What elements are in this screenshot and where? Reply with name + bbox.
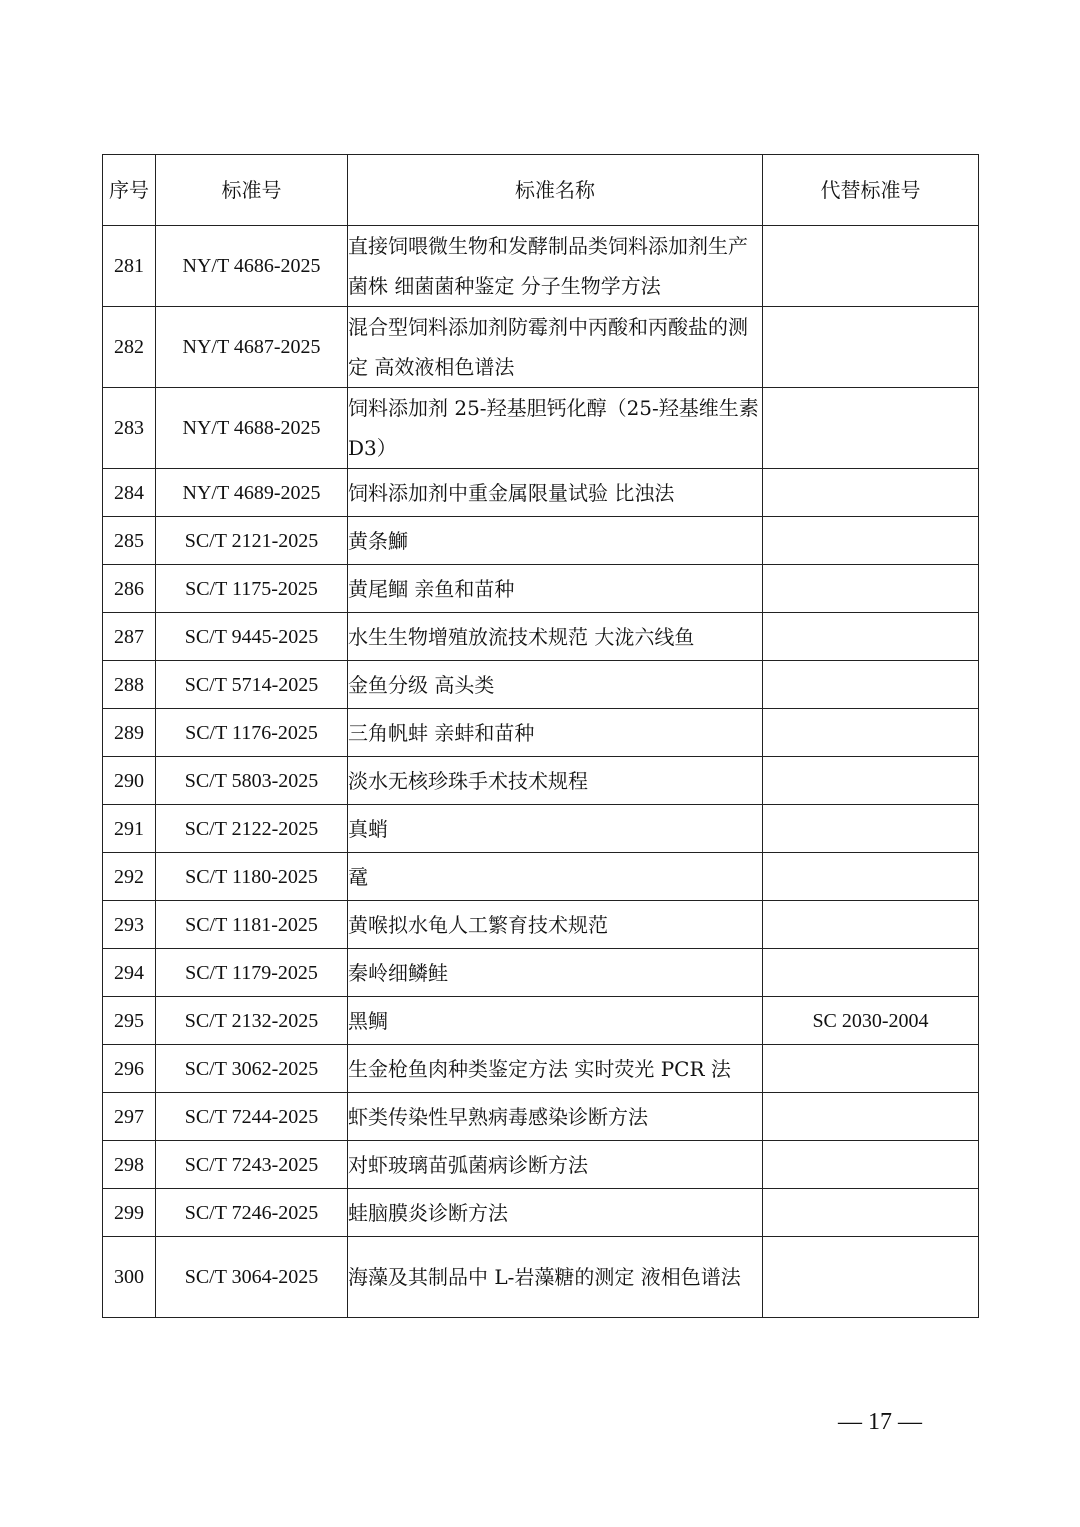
row-name: 海藻及其制品中 L-岩藻糖的测定 液相色谱法 [348,1237,763,1318]
row-seq: 300 [103,1237,156,1318]
row-replaces [763,226,979,307]
table-row [103,1045,979,1093]
row-seq: 290 [103,757,156,805]
row-replaces [763,949,979,997]
table-row [103,1093,979,1141]
row-replaces [763,805,979,853]
row-replaces [763,469,979,517]
row-seq: 281 [103,226,156,307]
row-replaces [763,1237,979,1318]
row-seq: 283 [103,388,156,469]
row-code: NY/T 4688-2025 [156,388,348,469]
header-name: 标准名称 [348,155,763,226]
row-name: 黄条鰤 [348,517,763,565]
row-code: NY/T 4686-2025 [156,226,348,307]
table-row [103,1189,979,1237]
table-body [103,226,979,1318]
row-code: SC/T 2122-2025 [156,805,348,853]
row-replaces [763,1141,979,1189]
table-row [103,853,979,901]
table-row [103,661,979,709]
table-row [103,307,979,388]
table-row [103,388,979,469]
table-row [103,709,979,757]
row-seq: 292 [103,853,156,901]
table-row [103,805,979,853]
row-code: SC/T 1176-2025 [156,709,348,757]
row-code: SC/T 2121-2025 [156,517,348,565]
table-row [103,1237,979,1318]
row-replaces [763,517,979,565]
table-row [103,226,979,307]
row-code: SC/T 2132-2025 [156,997,348,1045]
row-name: 淡水无核珍珠手术技术规程 [348,757,763,805]
header-replaces: 代替标准号 [763,155,979,226]
row-code: SC/T 1181-2025 [156,901,348,949]
row-replaces [763,757,979,805]
row-seq: 296 [103,1045,156,1093]
table-row [103,997,979,1045]
row-code: SC/T 9445-2025 [156,613,348,661]
table-row [103,613,979,661]
row-seq: 295 [103,997,156,1045]
table-header [103,155,979,226]
row-name: 真蛸 [348,805,763,853]
row-replaces [763,709,979,757]
table-row [103,949,979,997]
row-name: 三角帆蚌 亲蚌和苗种 [348,709,763,757]
row-seq: 282 [103,307,156,388]
table-row [103,469,979,517]
row-code: SC/T 1179-2025 [156,949,348,997]
row-code: SC/T 7243-2025 [156,1141,348,1189]
row-name: 直接饲喂微生物和发酵制品类饲料添加剂生产菌株 细菌菌种鉴定 分子生物学方法 [348,226,763,307]
row-name: 水生生物增殖放流技术规范 大泷六线鱼 [348,613,763,661]
row-seq: 291 [103,805,156,853]
row-replaces: SC 2030-2004 [763,997,979,1045]
row-name: 黄喉拟水龟人工繁育技术规范 [348,901,763,949]
row-name: 秦岭细鳞鲑 [348,949,763,997]
table-row [103,901,979,949]
row-replaces [763,565,979,613]
row-seq: 289 [103,709,156,757]
row-code: SC/T 5803-2025 [156,757,348,805]
row-seq: 294 [103,949,156,997]
row-code: NY/T 4689-2025 [156,469,348,517]
row-code: SC/T 7244-2025 [156,1093,348,1141]
row-name: 对虾玻璃苗弧菌病诊断方法 [348,1141,763,1189]
header-seq: 序号 [103,155,156,226]
row-replaces [763,388,979,469]
row-name: 黑鲷 [348,997,763,1045]
row-code: SC/T 3062-2025 [156,1045,348,1093]
row-seq: 293 [103,901,156,949]
row-seq: 299 [103,1189,156,1237]
row-replaces [763,1093,979,1141]
row-name: 黄尾鲴 亲鱼和苗种 [348,565,763,613]
page-number: — 17 — [838,1409,922,1435]
header-code: 标准号 [156,155,348,226]
row-replaces [763,1189,979,1237]
row-name: 蛙脑膜炎诊断方法 [348,1189,763,1237]
row-replaces [763,1045,979,1093]
table-row [103,517,979,565]
row-seq: 286 [103,565,156,613]
row-replaces [763,661,979,709]
row-name: 鼋 [348,853,763,901]
row-code: NY/T 4687-2025 [156,307,348,388]
row-seq: 297 [103,1093,156,1141]
table-row [103,757,979,805]
row-name: 生金枪鱼肉种类鉴定方法 实时荧光 PCR 法 [348,1045,763,1093]
table-row [103,1141,979,1189]
row-name: 金鱼分级 高头类 [348,661,763,709]
row-code: SC/T 5714-2025 [156,661,348,709]
row-name: 饲料添加剂中重金属限量试验 比浊法 [348,469,763,517]
table-row [103,565,979,613]
row-seq: 284 [103,469,156,517]
row-code: SC/T 1175-2025 [156,565,348,613]
row-seq: 287 [103,613,156,661]
row-code: SC/T 7246-2025 [156,1189,348,1237]
row-name: 虾类传染性早熟病毒感染诊断方法 [348,1093,763,1141]
row-seq: 298 [103,1141,156,1189]
row-seq: 288 [103,661,156,709]
row-name: 饲料添加剂 25-羟基胆钙化醇（25-羟基维生素 D3） [348,388,763,469]
row-name: 混合型饲料添加剂防霉剂中丙酸和丙酸盐的测定 高效液相色谱法 [348,307,763,388]
row-code: SC/T 3064-2025 [156,1237,348,1318]
standards-table [102,154,979,1318]
header-row [103,155,979,226]
row-code: SC/T 1180-2025 [156,853,348,901]
row-replaces [763,613,979,661]
row-replaces [763,307,979,388]
row-seq: 285 [103,517,156,565]
row-replaces [763,901,979,949]
row-replaces [763,853,979,901]
